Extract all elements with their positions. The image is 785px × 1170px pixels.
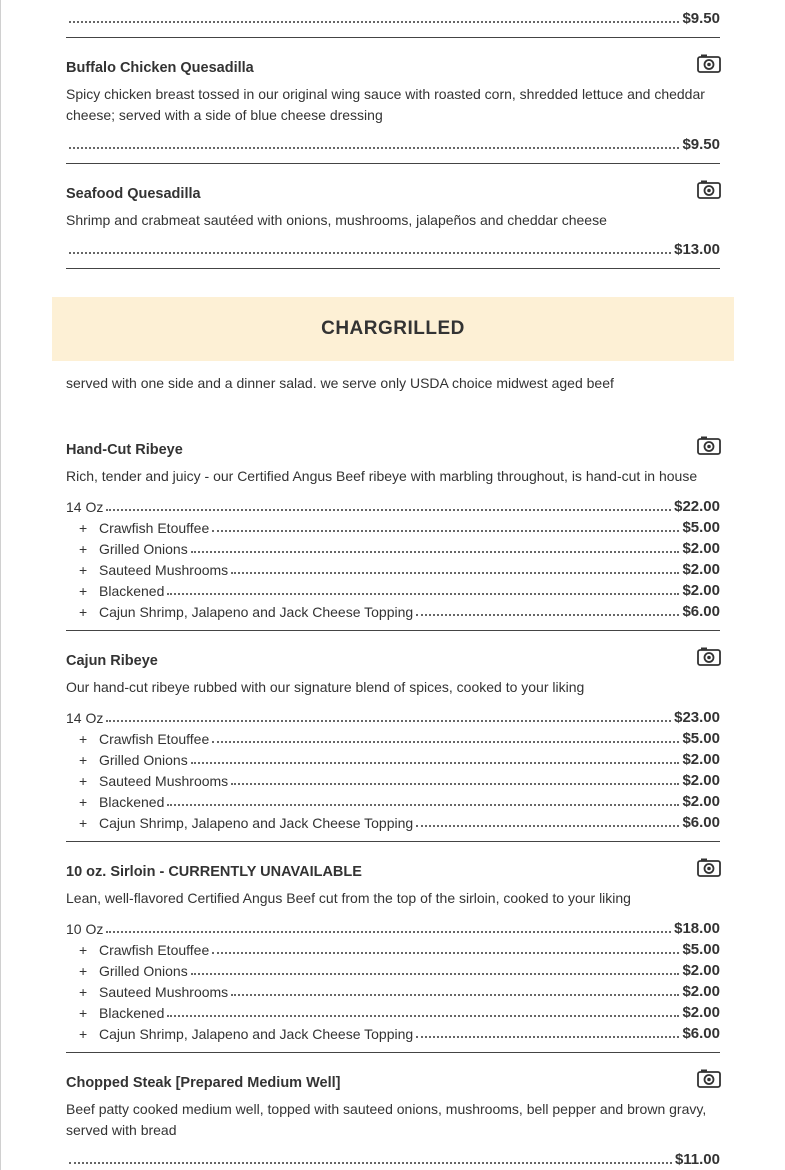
addon-price: $6.00 <box>682 603 720 620</box>
plus-icon: + <box>79 520 88 536</box>
leader-dots <box>69 1162 672 1164</box>
size-label: 14 Oz <box>66 710 104 726</box>
addon-label: Sauteed Mushrooms <box>99 773 229 789</box>
addon-label: Cajun Shrimp, Jalapeno and Jack Cheese Topping <box>99 815 414 831</box>
leader-dots <box>106 509 671 511</box>
leader-dots <box>69 147 679 149</box>
addon-price: $2.00 <box>682 751 720 768</box>
item-name: Cajun Ribeye <box>66 653 158 669</box>
plus-icon: + <box>79 604 88 620</box>
addon-label: Grilled Onions <box>99 541 188 557</box>
leader-dots <box>106 720 671 722</box>
leader-dots <box>167 1015 679 1017</box>
section-title: CHARGRILLED <box>321 318 465 339</box>
addon-line <box>66 600 720 620</box>
addon-price: $5.00 <box>682 730 720 747</box>
leader-dots <box>212 741 679 743</box>
addon-line <box>66 790 720 810</box>
camera-icon[interactable] <box>697 179 721 199</box>
item-price: $9.50 <box>682 136 720 153</box>
addon-price: $2.00 <box>682 772 720 789</box>
leader-dots <box>231 783 679 785</box>
leader-dots <box>191 973 680 975</box>
addon-label: Sauteed Mushrooms <box>99 984 229 1000</box>
plus-icon: + <box>79 541 88 557</box>
item-price: $13.00 <box>674 241 720 258</box>
item-price-line <box>66 133 720 153</box>
camera-icon[interactable] <box>697 435 721 455</box>
item-divider <box>66 841 720 842</box>
plus-icon: + <box>79 1005 88 1021</box>
addon-line <box>66 938 720 958</box>
addon-line <box>66 769 720 789</box>
addon-label: Crawfish Etouffee <box>99 520 210 536</box>
item-divider <box>66 630 720 631</box>
addon-price: $5.00 <box>682 519 720 536</box>
addon-price: $6.00 <box>682 814 720 831</box>
size-price-line <box>66 706 720 726</box>
item-description: Spicy chicken breast tossed in our original wing sauce with roasted corn, shredded lettuce and cheddar cheese; served with a side of blue cheese dressing <box>66 86 705 123</box>
item-price: $9.50 <box>682 10 720 27</box>
section-note: served with one side and a dinner salad. we serve only USDA choice midwest aged beef <box>66 375 614 391</box>
leader-dots <box>416 825 679 827</box>
item-description: Rich, tender and juicy - our Certified Angus Beef ribeye with marbling throughout, is hand-cut in house <box>66 468 698 484</box>
addon-line <box>66 558 720 578</box>
plus-icon: + <box>79 752 88 768</box>
plus-icon: + <box>79 794 88 810</box>
plus-icon: + <box>79 773 88 789</box>
item-name: 10 oz. Sirloin - CURRENTLY UNAVAILABLE <box>66 864 362 880</box>
plus-icon: + <box>79 942 88 958</box>
item-price: $22.00 <box>674 498 720 515</box>
addon-line <box>66 516 720 536</box>
addon-line <box>66 1001 720 1021</box>
addon-line <box>66 959 720 979</box>
addon-label: Blackened <box>99 1005 165 1021</box>
item-description: Shrimp and crabmeat sautéed with onions, mushrooms, jalapeños and cheddar cheese <box>66 212 607 228</box>
addon-label: Grilled Onions <box>99 963 188 979</box>
plus-icon: + <box>79 815 88 831</box>
addon-label: Sauteed Mushrooms <box>99 562 229 578</box>
item-name: Buffalo Chicken Quesadilla <box>66 60 254 76</box>
leader-dots <box>167 804 679 806</box>
size-price-line <box>66 495 720 515</box>
leader-dots <box>106 931 671 933</box>
plus-icon: + <box>79 562 88 578</box>
camera-icon[interactable] <box>697 857 721 877</box>
leader-dots <box>231 572 679 574</box>
item-name: Seafood Quesadilla <box>66 186 201 202</box>
item-divider <box>66 163 720 164</box>
addon-price: $5.00 <box>682 941 720 958</box>
camera-icon[interactable] <box>697 53 721 73</box>
addon-price: $6.00 <box>682 1025 720 1042</box>
addon-price: $2.00 <box>682 962 720 979</box>
addon-line <box>66 727 720 747</box>
camera-icon[interactable] <box>697 646 721 666</box>
item-name: Chopped Steak [Prepared Medium Well] <box>66 1075 341 1091</box>
addon-line <box>66 811 720 831</box>
leader-dots <box>212 530 679 532</box>
item-price-line <box>66 238 720 258</box>
leader-dots <box>416 614 679 616</box>
plus-icon: + <box>79 963 88 979</box>
size-label: 14 Oz <box>66 499 104 515</box>
addon-line <box>66 980 720 1000</box>
leader-dots <box>69 252 671 254</box>
addon-line <box>66 579 720 599</box>
leader-dots <box>416 1036 679 1038</box>
addon-line <box>66 1022 720 1042</box>
addon-line <box>66 537 720 557</box>
addon-label: Cajun Shrimp, Jalapeno and Jack Cheese Topping <box>99 604 414 620</box>
leader-dots <box>69 21 679 23</box>
item-price: $11.00 <box>674 1151 720 1168</box>
addon-label: Crawfish Etouffee <box>99 942 210 958</box>
addon-label: Blackened <box>99 583 165 599</box>
addon-price: $2.00 <box>682 561 720 578</box>
addon-label: Grilled Onions <box>99 752 188 768</box>
plus-icon: + <box>79 1026 88 1042</box>
page-left-border <box>0 0 1 1170</box>
leader-dots <box>191 551 680 553</box>
leader-dots <box>191 762 680 764</box>
addon-label: Crawfish Etouffee <box>99 731 210 747</box>
camera-icon[interactable] <box>697 1068 721 1088</box>
size-label: 10 Oz <box>66 921 104 937</box>
plus-icon: + <box>79 731 88 747</box>
plus-icon: + <box>79 583 88 599</box>
addon-price: $2.00 <box>682 793 720 810</box>
item-description: Lean, well-flavored Certified Angus Beef cut from the top of the sirloin, cooked to your liking <box>66 890 631 906</box>
addon-price: $2.00 <box>682 1004 720 1021</box>
addon-label: Cajun Shrimp, Jalapeno and Jack Cheese Topping <box>99 1026 414 1042</box>
item-price: $23.00 <box>674 709 720 726</box>
item-divider <box>66 268 720 269</box>
item-divider <box>66 1052 720 1053</box>
item-price-line <box>66 7 720 27</box>
item-name: Hand-Cut Ribeye <box>66 442 183 458</box>
item-price: $18.00 <box>674 920 720 937</box>
addon-line <box>66 748 720 768</box>
leader-dots <box>231 994 679 996</box>
item-description: Our hand-cut ribeye rubbed with our signature blend of spices, cooked to your liking <box>66 679 585 695</box>
section-header <box>52 297 734 361</box>
addon-label: Blackened <box>99 794 165 810</box>
addon-price: $2.00 <box>682 540 720 557</box>
plus-icon: + <box>79 984 88 1000</box>
size-price-line <box>66 917 720 937</box>
item-divider <box>66 37 720 38</box>
addon-price: $2.00 <box>682 582 720 599</box>
leader-dots <box>167 593 679 595</box>
leader-dots <box>212 952 679 954</box>
addon-price: $2.00 <box>682 983 720 1000</box>
item-description: Beef patty cooked medium well, topped with sauteed onions, mushrooms, bell pepper and brown gravy, served with bread <box>66 1101 707 1138</box>
item-price-line <box>66 1148 720 1168</box>
